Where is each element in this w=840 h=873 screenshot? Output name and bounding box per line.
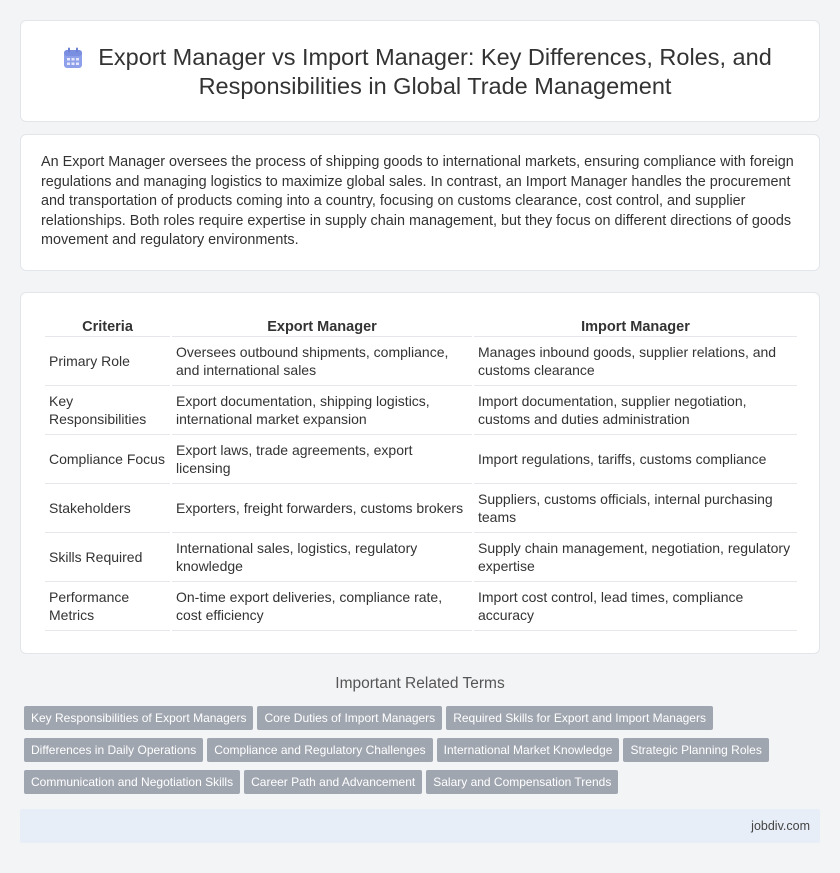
related-terms-title: Important Related Terms [335,675,505,692]
table-row [45,337,797,386]
tag-row [24,738,824,770]
header-export-manager: Export Manager [172,311,472,337]
table-cell: Supply chain management, negotiation, regulatory expertise [474,533,797,582]
comparison-card [20,292,820,654]
table-cell: Import documentation, supplier negotiation, customs and duties administration [474,386,797,435]
table-cell: Exporters, freight forwarders, customs brokers [172,484,472,533]
table-cell: Compliance Focus [45,435,170,484]
comparison-table [43,311,799,631]
related-term-tag[interactable]: Key Responsibilities of Export Managers [24,706,253,730]
table-cell: International sales, logistics, regulatory knowledge [172,533,472,582]
tag-row [24,770,824,802]
table-cell: Export documentation, shipping logistics, international market expansion [172,386,472,435]
page-title: Export Manager vs Import Manager: Key Differences, Roles, and Responsibilities in Global Trade Management [98,44,772,99]
table-cell: Performance Metrics [45,582,170,631]
related-terms-list [24,706,824,802]
table-cell: Skills Required [45,533,170,582]
table-row [45,582,797,631]
table-cell: On-time export deliveries, compliance rate, cost efficiency [172,582,472,631]
table-cell: Export laws, trade agreements, export licensing [172,435,472,484]
table-row [45,533,797,582]
table-cell: Import regulations, tariffs, customs compliance [474,435,797,484]
title-card [20,20,820,122]
footer [20,809,820,843]
related-term-tag[interactable]: Career Path and Advancement [244,770,422,794]
table-row [45,484,797,533]
header-import-manager: Import Manager [474,311,797,337]
table-cell: Suppliers, customs officials, internal purchasing teams [474,484,797,533]
intro-card [20,134,820,271]
related-term-tag[interactable]: Communication and Negotiation Skills [24,770,240,794]
table-cell: Stakeholders [45,484,170,533]
related-term-tag[interactable]: Core Duties of Import Managers [257,706,442,730]
table-row [45,386,797,435]
tag-row [24,706,824,738]
related-term-tag[interactable]: Strategic Planning Roles [623,738,768,762]
related-term-tag[interactable]: Required Skills for Export and Import Managers [446,706,713,730]
table-cell: Import cost control, lead times, compliance accuracy [474,582,797,631]
table-cell: Manages inbound goods, supplier relations, and customs clearance [474,337,797,386]
related-term-tag[interactable]: Compliance and Regulatory Challenges [207,738,432,762]
related-term-tag[interactable]: Salary and Compensation Trends [426,770,618,794]
related-term-tag[interactable]: Differences in Daily Operations [24,738,203,762]
intro-paragraph: An Export Manager oversees the process of shipping goods to international markets, ensuring compliance with foreign regulations and managing logistics to maximize global sales. In contrast, an Import Manager handles the procurement and transportation of products coming into a country, focusing on customs clearance, cost control, and supplier relationships. Both roles require expertise in supply chain management, but they focus on different directions of goods movement and regulatory environments. [41,154,794,249]
table-cell: Key Responsibilities [45,386,170,435]
table-header-row [45,311,797,337]
header-criteria: Criteria [45,311,170,337]
footer-site-link[interactable]: jobdiv.com [751,819,810,833]
table-cell: Oversees outbound shipments, compliance, and international sales [172,337,472,386]
table-row [45,435,797,484]
related-term-tag[interactable]: International Market Knowledge [437,738,620,762]
table-cell: Primary Role [45,337,170,386]
